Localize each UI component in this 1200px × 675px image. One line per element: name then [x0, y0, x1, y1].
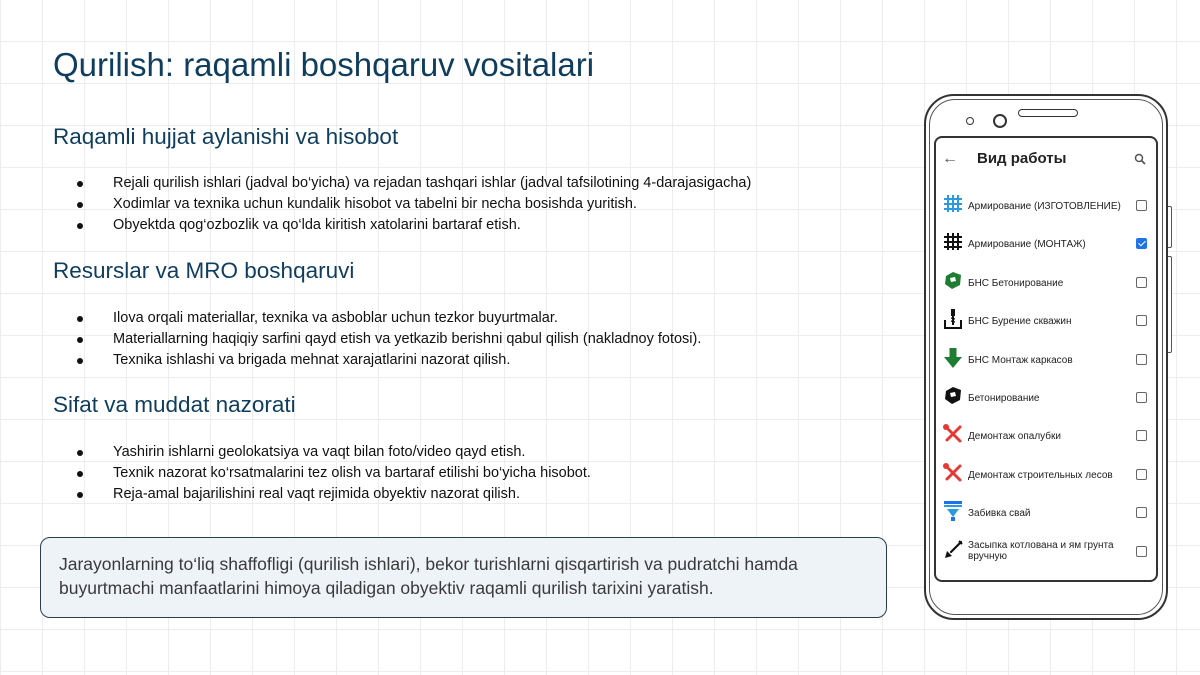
list-item: Reja-amal bajarilishini real vaqt rejimida obyektiv nazorat qilish. — [73, 484, 591, 505]
list-item: Rejali qurilish ishlari (jadval bo‘yicha) va rejadan tashqari ishlar (jadval tafsilotining 4-darajasigacha) — [73, 173, 751, 194]
bullet-list-resources — [73, 308, 701, 371]
phone-mockup — [924, 94, 1168, 620]
speaker-grille — [1018, 109, 1078, 117]
search-icon[interactable] — [1134, 153, 1146, 165]
work-type-item[interactable] — [936, 268, 1156, 306]
rebar-grid-icon — [942, 193, 964, 215]
arrow-left-icon[interactable]: ← — [942, 150, 958, 167]
section-heading-quality: Sifat va muddat nazorati — [53, 392, 296, 417]
phone-screen — [934, 136, 1158, 582]
pile-driving-icon — [942, 500, 964, 522]
work-type-item[interactable] — [936, 306, 1156, 344]
work-type-label: Демонтаж опалубки — [968, 431, 1061, 443]
list-item: Texnika ishlashi va brigada mehnat xarajatlarini nazorat qilish. — [73, 350, 701, 371]
bullet-list-digital-docs — [73, 173, 751, 236]
work-type-label: БНС Монтаж каркасов — [968, 354, 1073, 366]
work-type-checkbox[interactable] — [1136, 430, 1147, 441]
work-type-item[interactable] — [936, 460, 1156, 498]
section-heading-digital-docs: Raqamli hujjat aylanishi va hisobot — [53, 124, 399, 149]
list-item: Yashirin ishlarni geolokatsiya va vaqt bilan foto/video qayd etish. — [73, 442, 591, 463]
app-bar — [936, 138, 1156, 182]
tools-icon — [942, 423, 964, 445]
work-type-checkbox[interactable] — [1136, 546, 1147, 557]
arrow-down-icon — [942, 347, 964, 369]
work-type-label: Армирование (ИЗГОТОВЛЕНИЕ) — [968, 201, 1121, 212]
concrete-block-icon — [942, 270, 964, 292]
list-item: Ilova orqali materiallar, texnika va asboblar uchun tezkor buyurtmalar. — [73, 308, 701, 329]
work-type-label: БНС Бетонирование — [968, 277, 1064, 289]
work-type-label: Забивка свай — [968, 508, 1031, 520]
phone-side-button — [1168, 256, 1172, 353]
work-type-checkbox[interactable] — [1136, 469, 1147, 480]
slide-title: Qurilish: raqamli boshqaruv vositalari — [53, 46, 595, 83]
tools-icon — [942, 462, 964, 484]
concrete-block-icon — [942, 385, 964, 407]
work-type-label: Армирование (МОНТАЖ) — [968, 239, 1086, 251]
work-type-label: Засыпка котлована и ям грунта вручную — [968, 539, 1114, 562]
work-type-checkbox[interactable] — [1136, 315, 1147, 326]
list-item: Xodimlar va texnika uchun kundalik hisobot va tabelni bir necha bosishda yuritish. — [73, 194, 751, 215]
rebar-grid-icon — [942, 231, 964, 253]
work-type-item[interactable] — [936, 229, 1156, 267]
list-item: Texnik nazorat ko‘rsatmalarini tez olish va bartaraf etilishi bo‘yicha hisobot. — [73, 463, 591, 484]
work-type-item[interactable] — [936, 383, 1156, 421]
work-type-item[interactable] — [936, 537, 1156, 575]
sensor-icon — [966, 117, 974, 125]
list-item: Obyektda qog‘ozbozlik va qo‘lda kiritish xatolarini bartaraf etish. — [73, 215, 751, 236]
work-type-item[interactable] — [936, 345, 1156, 383]
work-type-checkbox[interactable] — [1136, 354, 1147, 365]
work-type-checkbox[interactable] — [1136, 200, 1147, 211]
shovel-icon — [942, 539, 964, 561]
summary-callout: Jarayonlarning to‘liq shaffofligi (qurilish ishlari), bekor turishlarni qisqartirish va pudratchi hamda buyurtmachi manfaatlarini himoya qiladigan obyektiv raqamli qurilish tarixini yaratish. — [40, 537, 887, 618]
drilling-icon — [942, 308, 964, 330]
work-type-checkbox[interactable] — [1136, 277, 1147, 288]
bullet-list-quality — [73, 442, 591, 505]
phone-side-button — [1168, 206, 1172, 248]
list-item: Materiallarning haqiqiy sarfini qayd etish va yetkazib berishni qabul qilish (nakladnoy fotosi). — [73, 329, 701, 350]
work-type-item[interactable] — [936, 498, 1156, 536]
work-type-checkbox[interactable] — [1136, 238, 1147, 249]
work-type-label: Бетонирование — [968, 392, 1040, 404]
work-type-item[interactable] — [936, 191, 1156, 229]
work-type-item[interactable] — [936, 421, 1156, 459]
work-type-checkbox[interactable] — [1136, 507, 1147, 518]
camera-icon — [993, 114, 1007, 128]
work-type-label: Демонтаж строительных лесов — [968, 469, 1113, 481]
work-type-checkbox[interactable] — [1136, 392, 1147, 403]
section-heading-resources: Resurslar va MRO boshqaruvi — [53, 258, 355, 283]
work-type-list — [936, 191, 1156, 575]
work-type-label: БНС Бурение скважин — [968, 316, 1072, 328]
screen-title: Вид работы — [977, 150, 1067, 167]
